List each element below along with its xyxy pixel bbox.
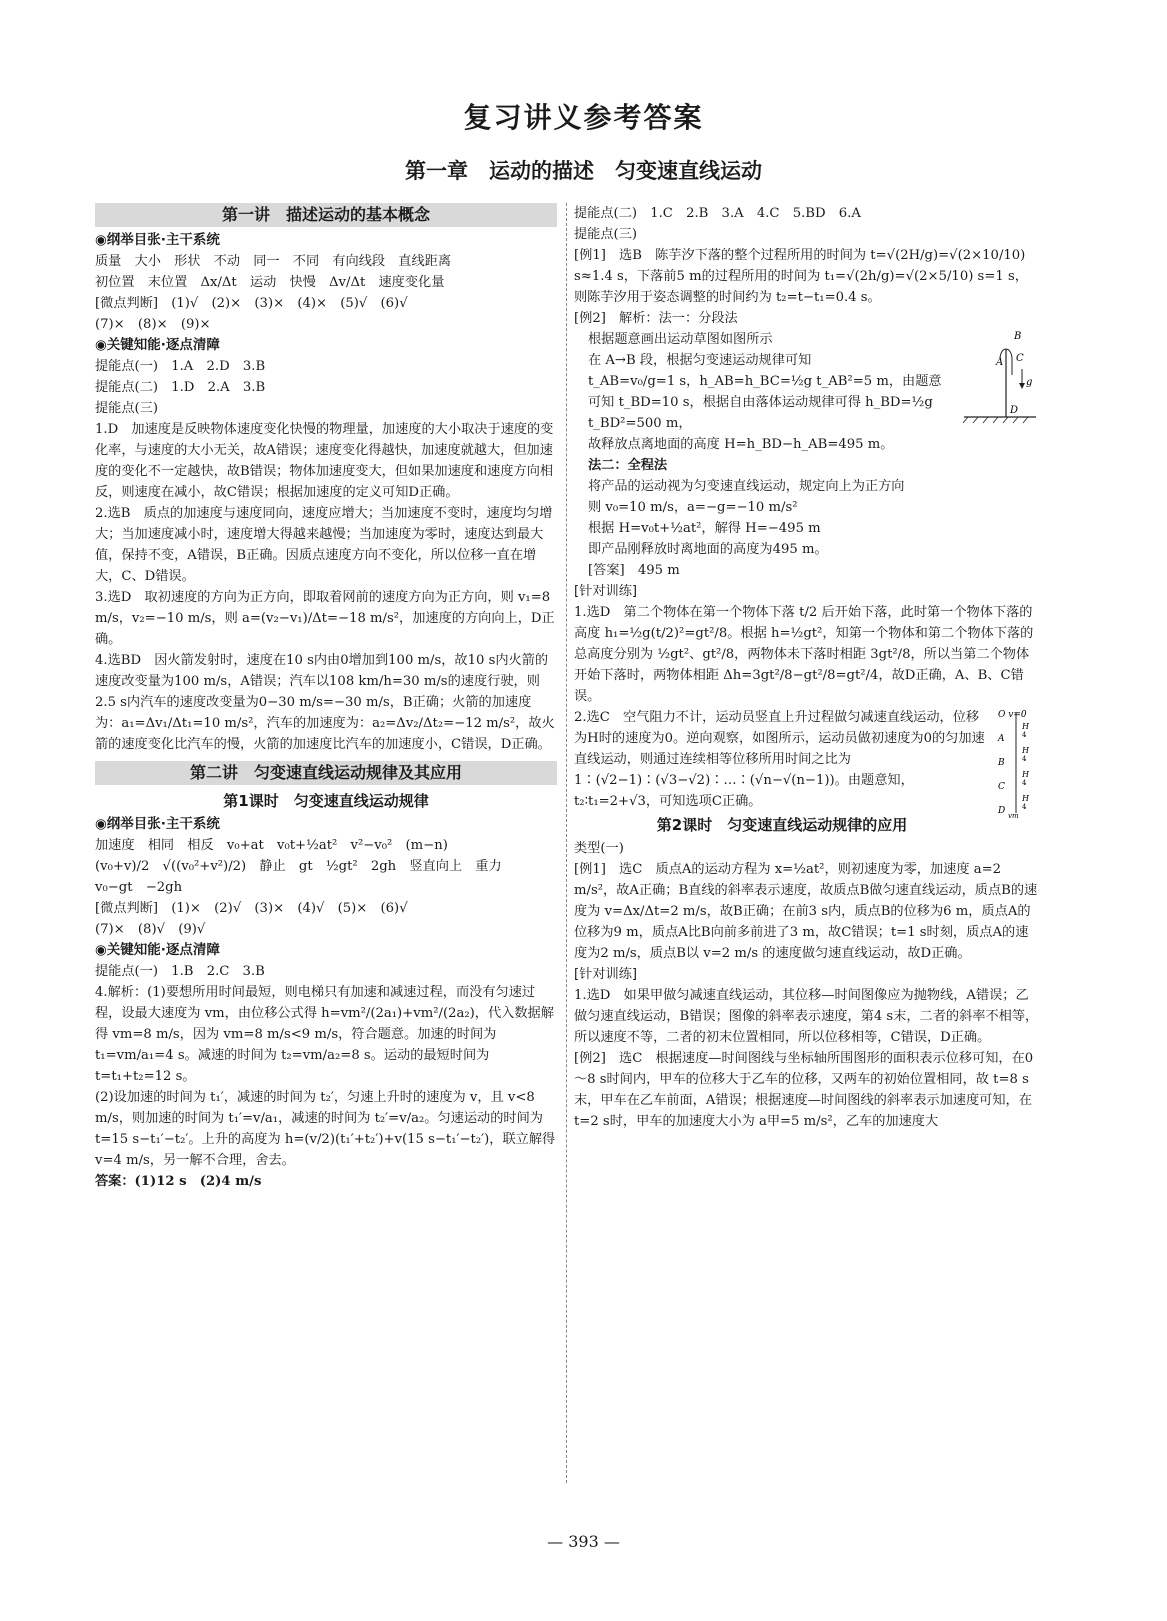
text-line: 提能点(三) <box>574 227 638 242</box>
diagram-label-a: A <box>996 357 1004 368</box>
section-heading: ◉纲举目张·主干系统 <box>95 816 220 832</box>
text-line: 加速度 相同 相反 v₀+at v₀t+½at² v²−v₀² (m−n) <box>95 838 448 853</box>
answer-paragraph: 2.选C 空气阻力不计，运动员竖直上升过程做匀减速直线运动，位移为H时的速度为0。逆向观察，如图所示，运动员做初速度为0的匀加速直线运动，则通过连续相等位移所用时间之比为 1∶(√2−1)∶(√3−√2)∶…∶(√n−√(n−1))。由题意知，t₂∶t₁=2+√3，可知选项C正确。 <box>574 710 985 809</box>
text-line: 则 v₀=10 m/s，a=−g=−10 m/s² <box>588 500 798 515</box>
text-line: 质量 大小 形状 不动 同一 不同 有向线段 直线距离 <box>95 254 452 269</box>
diagram-label-4: 4 <box>1022 755 1027 763</box>
text-line: t_AB=v₀/g=1 s，h_AB=h_BC=½g t_AB²=5 m，由题意可知 t_BD=10 s，根据自由落体运动规律可得 h_BD=½g t_BD²=500 m， <box>588 374 942 431</box>
diagram-label-h: H <box>1022 794 1029 803</box>
text-line: 提能点(一) 1.A 2.D 3.B <box>95 359 266 374</box>
text-line: (7)× (8)√ (9)√ <box>95 922 206 937</box>
text-line: 故释放点离地面的高度 H=h_BD−h_AB=495 m。 <box>588 437 894 452</box>
text-line: 根据 H=v₀t+½at²，解得 H=−495 m <box>588 521 821 536</box>
answer-paragraph: 2.选B 质点的加速度与速度同向，速度应增大；当加速度不变时，速度均匀增大；当加速度减小时，速度增大得越来越慢；当加速度为零时，速度达到最大值，保持不变，A错误，B正确。因质点速度方向不变化，所以位移一直在增大，C、D错误。 <box>95 506 553 584</box>
diagram-label-b: B <box>998 758 1005 768</box>
diagram-label-h: H <box>1022 770 1029 779</box>
answer-paragraph: 1.选D 第二个物体在第一个物体下落 t/2 后开始下落，此时第一个物体下落的高度 h₁=½g(t/2)²=gt²/8。根据 h=½gt²，知第一个物体和第二个物体下落的总高度分别为 ½gt²、gt²/8，两物体未下落时相距 3gt²/8，所以当第二个物体开始下落时，两物体相距 Δh=3gt²/8−gt²/8=gt²/4，故D正确，A、B、C错误。 <box>574 605 1034 704</box>
page-title: 复习讲义参考答案 <box>463 101 704 134</box>
diagram-label-4: 4 <box>1022 731 1027 739</box>
diagram-label-h: H <box>1022 746 1029 755</box>
right-column <box>574 203 1040 1132</box>
page-number: — 393 — <box>547 1532 620 1551</box>
answer-paragraph: 3.选D 取初速度的方向为正方向，即取着网前的速度方向为正方向，则 v₁=8 m/s，v₂=−10 m/s，则 a=(v₂−v₁)/Δt=−18 m/s²，加速度的方向向上，D正确。 <box>95 590 555 647</box>
diagram-label-d: D <box>998 806 1006 816</box>
text-line: 将产品的运动视为匀变速直线运动，规定向上为正方向 <box>588 479 905 494</box>
text-line: [微点判断] (1)× (2)√ (3)× (4)√ (5)× (6)√ <box>95 901 408 916</box>
answer-paragraph: 4.解析：(1)要想所用时间最短，则电梯只有加速和减速过程，而没有匀速过程，设最大速度为 vm，由位移公式得 h=vm²/(2a₁)+vm²/(2a₂)，代入数据解得 vm=8 m/s，因为 vm=8 m/s<9 m/s，符合题意。加速的时间为 t₁=vm/a₁=4 s。减速的时间为 t₂=vm/a₂=8 s。运动的最短时间为 t=t₁+t₂=12 s。 <box>95 985 554 1084</box>
diagram-label-a: A <box>998 734 1005 744</box>
diagram-label-vm: vm <box>1008 812 1019 819</box>
diagram-label-c: C <box>1016 353 1024 364</box>
diagram-label-o: O v=0 <box>998 710 1027 720</box>
diagram-label-4: 4 <box>1022 779 1027 787</box>
text-line: 提能点(二) 1.D 2.A 3.B <box>95 380 266 395</box>
diagram-label-h: H <box>1022 722 1029 731</box>
text-line: v₀−gt −2gh <box>95 880 183 895</box>
diagram-label-b: B <box>1014 331 1022 342</box>
training-heading: [针对训练] <box>574 584 638 599</box>
example-paragraph: [例1] 选C 质点A的运动方程为 x=½at²，则初速度为零，加速度 a=2 m/s²，故A正确；B直线的斜率表示速度，故质点B做匀速直线运动，质点B的速度为 v=Δx/Δt=2 m/s，故B正确；在前3 s内，质点B的位移为6 m，质点A的位移为9 m，质点A比B向前多前进了3 m，故C错误；t=1 s时刻，质点A的速度为2 m/s，质点B以 v=2 m/s 的速度做匀速直线运动，故D正确。 <box>574 862 1038 961</box>
answer-line: [答案] 495 m <box>588 563 680 578</box>
answer-paragraph: 1.选D 如果甲做匀减速直线运动，其位移—时间图像应为抛物线，A错误；乙做匀速直线运动，B错误；图像的斜率表示速度，第4 s末，二者的斜率不相等，所以速度不等，二者的初末位置相同，所以位移相等，C错误，D正确。 <box>574 988 1039 1045</box>
section-heading: ◉纲举目张·主干系统 <box>95 232 220 248</box>
text-line: (v₀+v)/2 √((v₀²+v²)/2) 静止 gt ½gt² 2gh 竖直向上 重力 <box>95 859 502 874</box>
section-heading: ◉关键知能·逐点清障 <box>95 942 220 958</box>
text-line: 在 A→B 段，根据匀变速运动规律可知 <box>588 353 812 368</box>
text-line: 即产品刚释放时离地面的高度为495 m。 <box>588 542 828 557</box>
text-line: 提能点(一) 1.B 2.C 3.B <box>95 964 265 979</box>
text-line: 提能点(三) <box>95 401 159 416</box>
left-column <box>95 203 557 1192</box>
lecture-1-heading: 第一讲 描述运动的基本概念 <box>95 203 557 227</box>
segment-diagram <box>996 707 1040 819</box>
text-line: 类型(一) <box>574 841 624 856</box>
answer-paragraph: (2)设加速的时间为 t₁′，减速的时间为 t₂′，匀速上升时的速度为 v，且 v<8 m/s，则加速的时间为 t₁′=v/a₁，减速的时间为 t₂′=v/a₂。匀速运动的时间为 t=15 s−t₁′−t₂′。上升的高度为 h=(v/2)(t₁′+t₂′)+v(15 s−t₁′−t₂′)，联立解得 v=4 m/s，另一解不合理，舍去。 <box>95 1090 556 1168</box>
text-line: 提能点(二) 1.C 2.B 3.A 4.C 5.BD 6.A <box>574 206 861 221</box>
answer-paragraph: 1.D 加速度是反映物体速度变化快慢的物理量，加速度的大小取决于速度的变化率，与速度的大小无关，故A错误；速度变化得越快，加速度就越大，但加速度的变化不一定越快，故B错误；物体加速度变大，但如果加速度和速度方向相反，则速度在减小，故C错误；根据加速度的定义可知D正确。 <box>95 422 554 500</box>
diagram-label-g: g <box>1026 377 1033 388</box>
chapter-title: 第一章 运动的描述 匀变速直线运动 <box>405 159 762 183</box>
answer-line: 答案：(1)12 s (2)4 m/s <box>95 1174 262 1189</box>
diagram-label-d: D <box>1010 405 1019 416</box>
text-line: 根据题意画出运动草图如图所示 <box>588 332 773 347</box>
text-line: 初位置 末位置 Δx/Δt 运动 快慢 Δv/Δt 速度变化量 <box>95 275 445 290</box>
answer-paragraph: 4.选BD 因火箭发射时，速度在10 s内由0增加到100 m/s，故10 s内火箭的速度改变量为100 m/s，A错误；汽车以108 km/h=30 m/s的速度行驶，则2.5 s内汽车的速度改变量为0−30 m/s=−30 m/s，B正确；火箭的加速度为：a₁=Δv₁/Δt₁=10 m/s²，汽车的加速度为：a₂=Δv₂/Δt₂=−12 m/s²，故火箭的速度变化比汽车的慢，火箭的加速度比汽车的加速度小，C错误，D正确。 <box>95 653 555 752</box>
column-divider <box>566 203 567 1483</box>
training-heading: [针对训练] <box>574 967 638 982</box>
text-line: [微点判断] (1)√ (2)× (3)× (4)× (5)√ (6)√ <box>95 296 408 311</box>
text-line: [例2] 解析：法一：分段法 <box>574 311 738 326</box>
example-paragraph: [例1] 选B 陈芋汐下落的整个过程所用的时间为 t=√(2H/g)=√(2×10/10) s≈1.4 s，下落前5 m的过程所用的时间为 t₁=√(2h/g)=√(2×5/10) s=1 s，则陈芋汐用于姿态调整的时间约为 t₂=t−t₁=0.4 s。 <box>574 248 1028 305</box>
diagram-label-c: C <box>998 782 1005 792</box>
motion-sketch-diagram <box>960 329 1040 425</box>
lesson-2-heading: 第2课时 匀变速直线运动规律的应用 <box>656 816 908 834</box>
text-line: (7)× (8)× (9)× <box>95 317 211 332</box>
example-paragraph: [例2] 选C 根据速度—时间图线与坐标轴所围图形的面积表示位移可知，在0～8 s时间内，甲车的位移大于乙车的位移，又两车的初始位置相同，故 t=8 s末，甲车在乙车前面，A错误；根据速度—时间图线的斜率表示加速度可知，在 t=2 s时，甲车的加速度大小为 a甲=5 m/s²，乙车的加速度大 <box>574 1051 1034 1129</box>
lecture-2-heading: 第二讲 匀变速直线运动规律及其应用 <box>95 761 557 785</box>
text-line: 法二：全程法 <box>588 458 668 473</box>
lesson-1-heading: 第1课时 匀变速直线运动规律 <box>223 792 429 810</box>
section-heading: ◉关键知能·逐点清障 <box>95 337 220 353</box>
diagram-label-4: 4 <box>1022 803 1027 811</box>
